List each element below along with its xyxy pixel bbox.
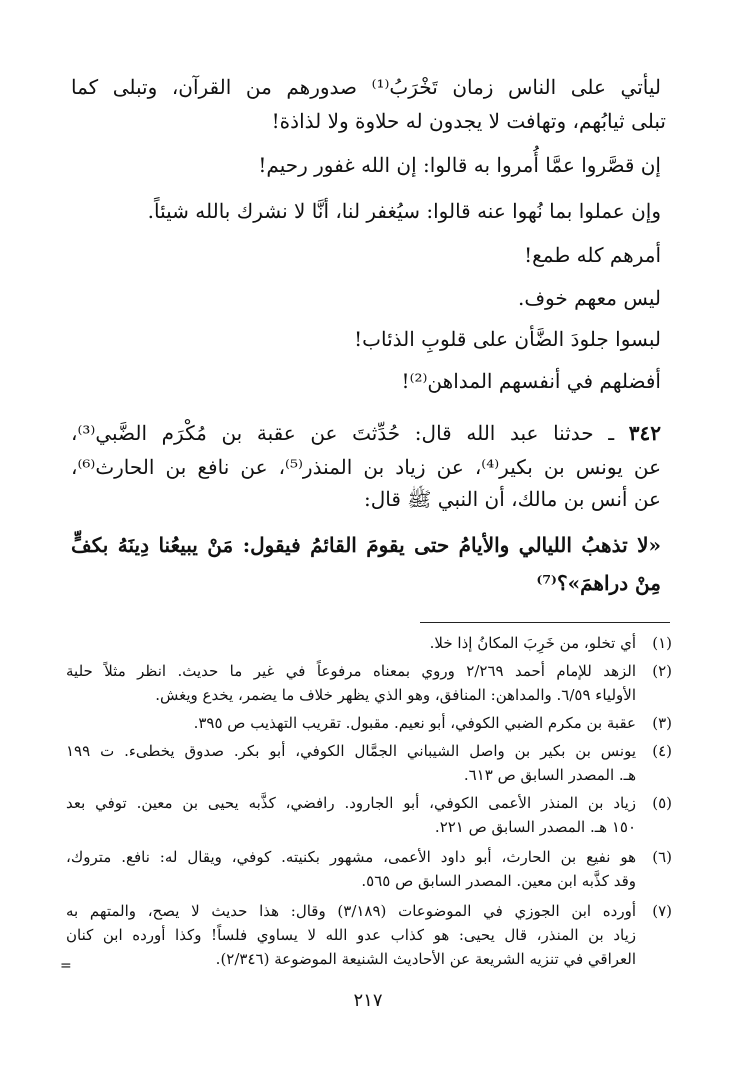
text-line-5: أمرهم كله طمع! [524,243,661,267]
text-line-8: أفضلهم في أنفسهم المداهن⁽²⁾! [401,369,661,393]
footnote-separator [420,622,670,623]
text-line-2: تبلى ثيابُهم، وتهافت لا يجدون له حلاوة ولا لذاذة! [271,109,666,133]
footnote-text: الزهد للإمام أحمد ٢/٢٦٩ وروي بمعناه مرفوعاً في غير ما حديث. انظر مثلاً حلية [66,662,636,680]
hadith-isnad-line-1 [71,418,661,448]
continuation-mark: = [60,958,72,974]
footnote-number: (٤) [652,742,672,760]
footnote-number: (٧) [652,902,672,920]
hadith-isnad-line-2: عن يونس بن بكير⁽⁴⁾، عن زياد بن المنذر⁽⁵⁾، عن نافع بن الحارث⁽⁶⁾، [71,455,662,479]
footnote-text: هـ. المصدر السابق ص ٦١٣. [463,766,636,784]
hadith-isnad-1: ـ حدثنا عبد الله قال: حُدِّثتَ عن عقبة بن مُكْرَم الضَّبي⁽³⁾، [71,421,615,445]
hadith-matn-line-1: «لا تذهبُ الليالي والأيامُ حتى يقومَ القائمُ فيقول: مَنْ يبيعُنا دِينَهُ بكفٍّ [71,533,661,557]
page-number: ٢١٧ [353,990,383,1011]
footnote-text: العراقي في تنزيه الشريعة عن الأحاديث الشنيعة الموضوعة (٢/٣٤٦). [215,950,636,968]
footnote-number: (١) [652,634,672,652]
footnote-text: هو نفيع بن الحارث، أبو داود الأعمى، مشهور بكنيته. كوفي، ويقال له: نافع. متروك، [66,848,636,866]
footnote-number: (٥) [652,794,672,812]
text-line-7: لبسوا جلودَ الضَّأن على قلوبِ الذئاب! [354,327,661,351]
hadith-matn-line-2: مِنْ دراهمَ»؟⁽⁷⁾ [536,571,661,595]
footnote-text: زياد بن المنذر الأعمى الكوفي، أبو الجارود. رافضي، كذَّبه يحيى بن معين. توفي بعد [66,794,636,812]
text-line-4: وإن عملوا بما نُهوا عنه قالوا: سيُغفر لنا، أنَّا لا نشرك بالله شيئاً. [147,199,661,223]
footnote-text: عقبة بن مكرم الضبي الكوفي، أبو نعيم. مقبول. تقريب التهذيب ص ٣٩٥. [193,714,636,732]
footnote-text: زياد بن المنذر، قال يحيى: هو كذاب عدو الله لا يساوي فلساً! وكذا أورده ابن كنان [66,926,636,944]
text-line-1: ليأتي على الناس زمان تَخْرَبُ⁽¹⁾ صدورهم من القرآن، وتبلى كما [71,75,661,99]
footnote-number: (٦) [652,848,672,866]
footnote-text: ١٥٠ هـ. المصدر السابق ص ٢٢١. [434,818,636,836]
footnote-text: يونس بن بكير بن واصل الشيباني الجمَّال الكوفي، أبو بكر. صدوق يخطىء. ت ١٩٩ [66,742,636,760]
footnote-text: أورده ابن الجوزي في الموضوعات (٣/١٨٩) وقال: هذا حديث لا يصح، والمتهم به [66,902,636,920]
footnote-number: (٣) [652,714,672,732]
footnote-text: أي تخلو، من خَرِبَ المكانُ إذا خلا. [429,634,636,652]
hadith-number: ٣٤٢ [628,421,661,445]
text-line-3: إن قصَّروا عمَّا أُمروا به قالوا: إن الله غفور رحيم! [258,153,661,177]
text-line-6: ليس معهم خوف. [517,286,661,310]
footnote-text: الأولياء ٦/٥٩. والمداهن: المنافق، وهو الذي يظهر خلاف ما يضمر، يخدع ويغش. [155,686,636,704]
hadith-isnad-line-3: عن أنس بن مالك، أن النبي ﷺ قال: [363,487,661,511]
footnote-number: (٢) [652,662,672,680]
footnote-text: وقد كذَّبه ابن معين. المصدر السابق ص ٥٦٥. [361,872,636,890]
